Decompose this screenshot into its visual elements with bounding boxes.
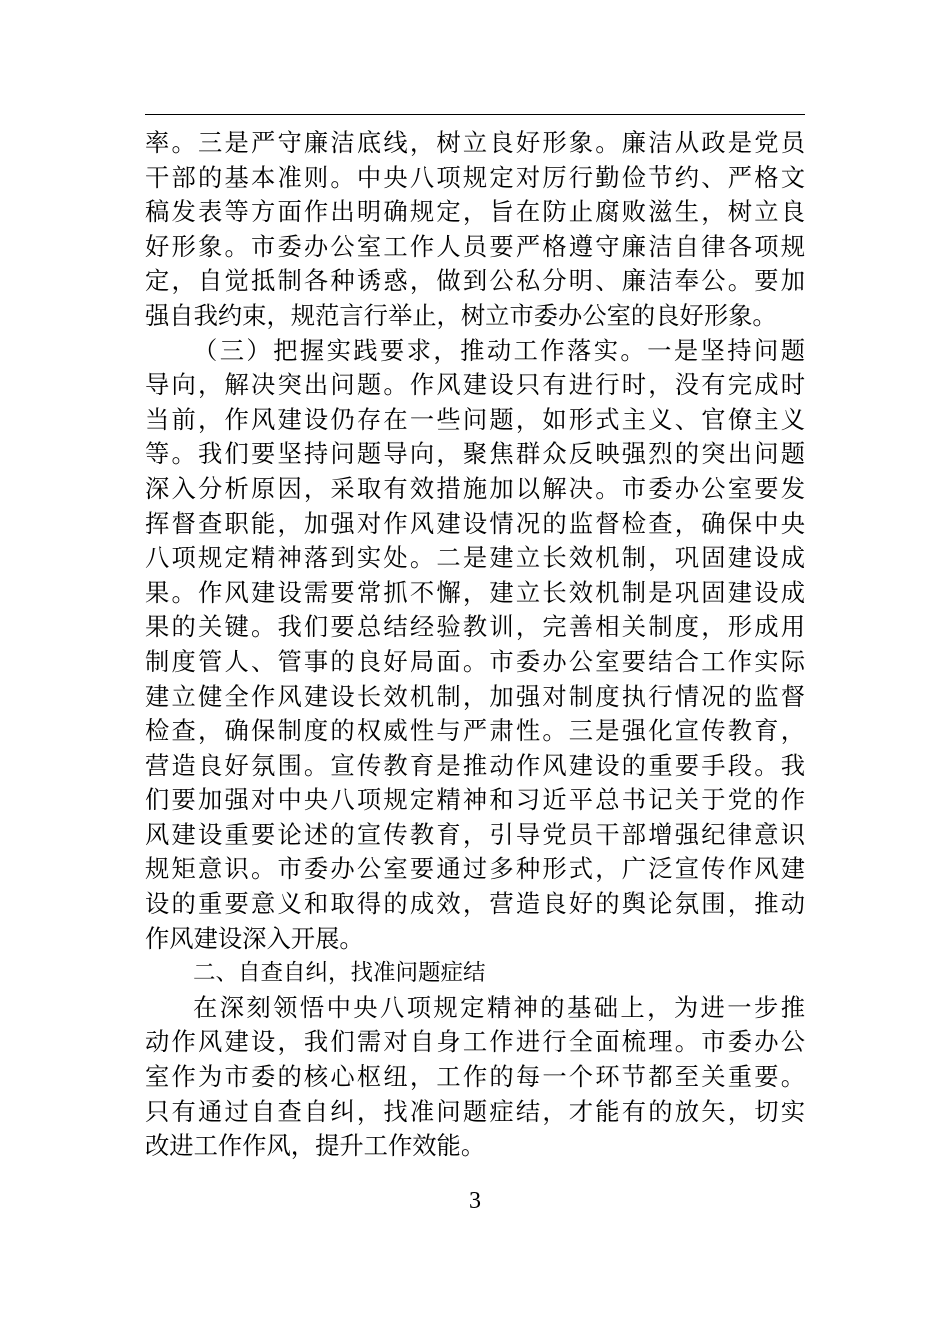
text-line: 好形象。市委办公室工作人员要严格遵守廉洁自律各项规 <box>145 231 805 261</box>
text-line: 果。作风建设需要常抓不懈，建立长效机制是巩固建设成 <box>145 577 805 607</box>
text-line: 干部的基本准则。中央八项规定对厉行勤俭节约、严格文 <box>145 162 805 192</box>
text-line: 检查，确保制度的权威性与严肃性。三是强化宣传教育， <box>145 716 805 746</box>
text-line: 设的重要意义和取得的成效，营造良好的舆论氛围，推动 <box>145 889 805 919</box>
text-line: 动作风建设，我们需对自身工作进行全面梳理。市委办公 <box>145 1027 805 1057</box>
text-line: 强自我约束，规范言行举止，树立市委办公室的良好形象。 <box>145 300 777 330</box>
text-line: 导向，解决突出问题。作风建设只有进行时，没有完成时 <box>145 370 805 400</box>
text-line: 制度管人、管事的良好局面。市委办公室要结合工作实际 <box>145 646 805 676</box>
section-heading: 二、自查自纠，找准问题症结 <box>193 960 486 987</box>
text-line: 定，自觉抵制各种诱惑，做到公私分明、廉洁奉公。要加 <box>145 266 805 296</box>
text-line: 营造良好氛围。宣传教育是推动作风建设的重要手段。我 <box>145 750 805 780</box>
document-body <box>145 126 805 1164</box>
text-line: 当前，作风建设仍存在一些问题，如形式主义、官僚主义 <box>145 404 805 434</box>
text-line: 风建设重要论述的宣传教育，引导党员干部增强纪律意识 <box>145 819 805 849</box>
text-line: 建立健全作风建设长效机制，加强对制度执行情况的监督 <box>145 681 805 711</box>
text-line: 规矩意识。市委办公室要通过多种形式，广泛宣传作风建 <box>145 854 805 884</box>
text-line: 果的关键。我们要总结经验教训，完善相关制度，形成用 <box>145 612 805 642</box>
text-line: 八项规定精神落到实处。二是建立长效机制，巩固建设成 <box>145 543 805 573</box>
text-line: 率。三是严守廉洁底线，树立良好形象。廉洁从政是党员 <box>145 128 805 157</box>
header-rule <box>145 114 805 115</box>
text-line: 等。我们要坚持问题导向，聚焦群众反映强烈的突出问题 <box>145 439 805 469</box>
text-line: 室作为市委的核心枢纽，工作的每一个环节都至关重要。 <box>145 1062 805 1092</box>
paragraph-first-line: 在深刻领悟中央八项规定精神的基础上，为进一步推 <box>193 992 805 1022</box>
paragraph-first-line: （三）把握实践要求，推动工作落实。一是坚持问题 <box>193 335 805 365</box>
text-line: 作风建设深入开展。 <box>145 923 364 953</box>
text-line: 们要加强对中央八项规定精神和习近平总书记关于党的作 <box>145 785 805 815</box>
text-line: 挥督查职能，加强对作风建设情况的监督检查，确保中央 <box>145 508 805 538</box>
text-line: 只有通过自查自纠，找准问题症结，才能有的放矢，切实 <box>145 1096 805 1126</box>
page-number: 3 <box>469 1188 481 1214</box>
text-line: 深入分析原因，采取有效措施加以解决。市委办公室要发 <box>145 473 805 503</box>
text-line: 稿发表等方面作出明确规定，旨在防止腐败滋生，树立良 <box>145 197 805 227</box>
text-line: 改进工作作风，提升工作效能。 <box>145 1131 486 1161</box>
